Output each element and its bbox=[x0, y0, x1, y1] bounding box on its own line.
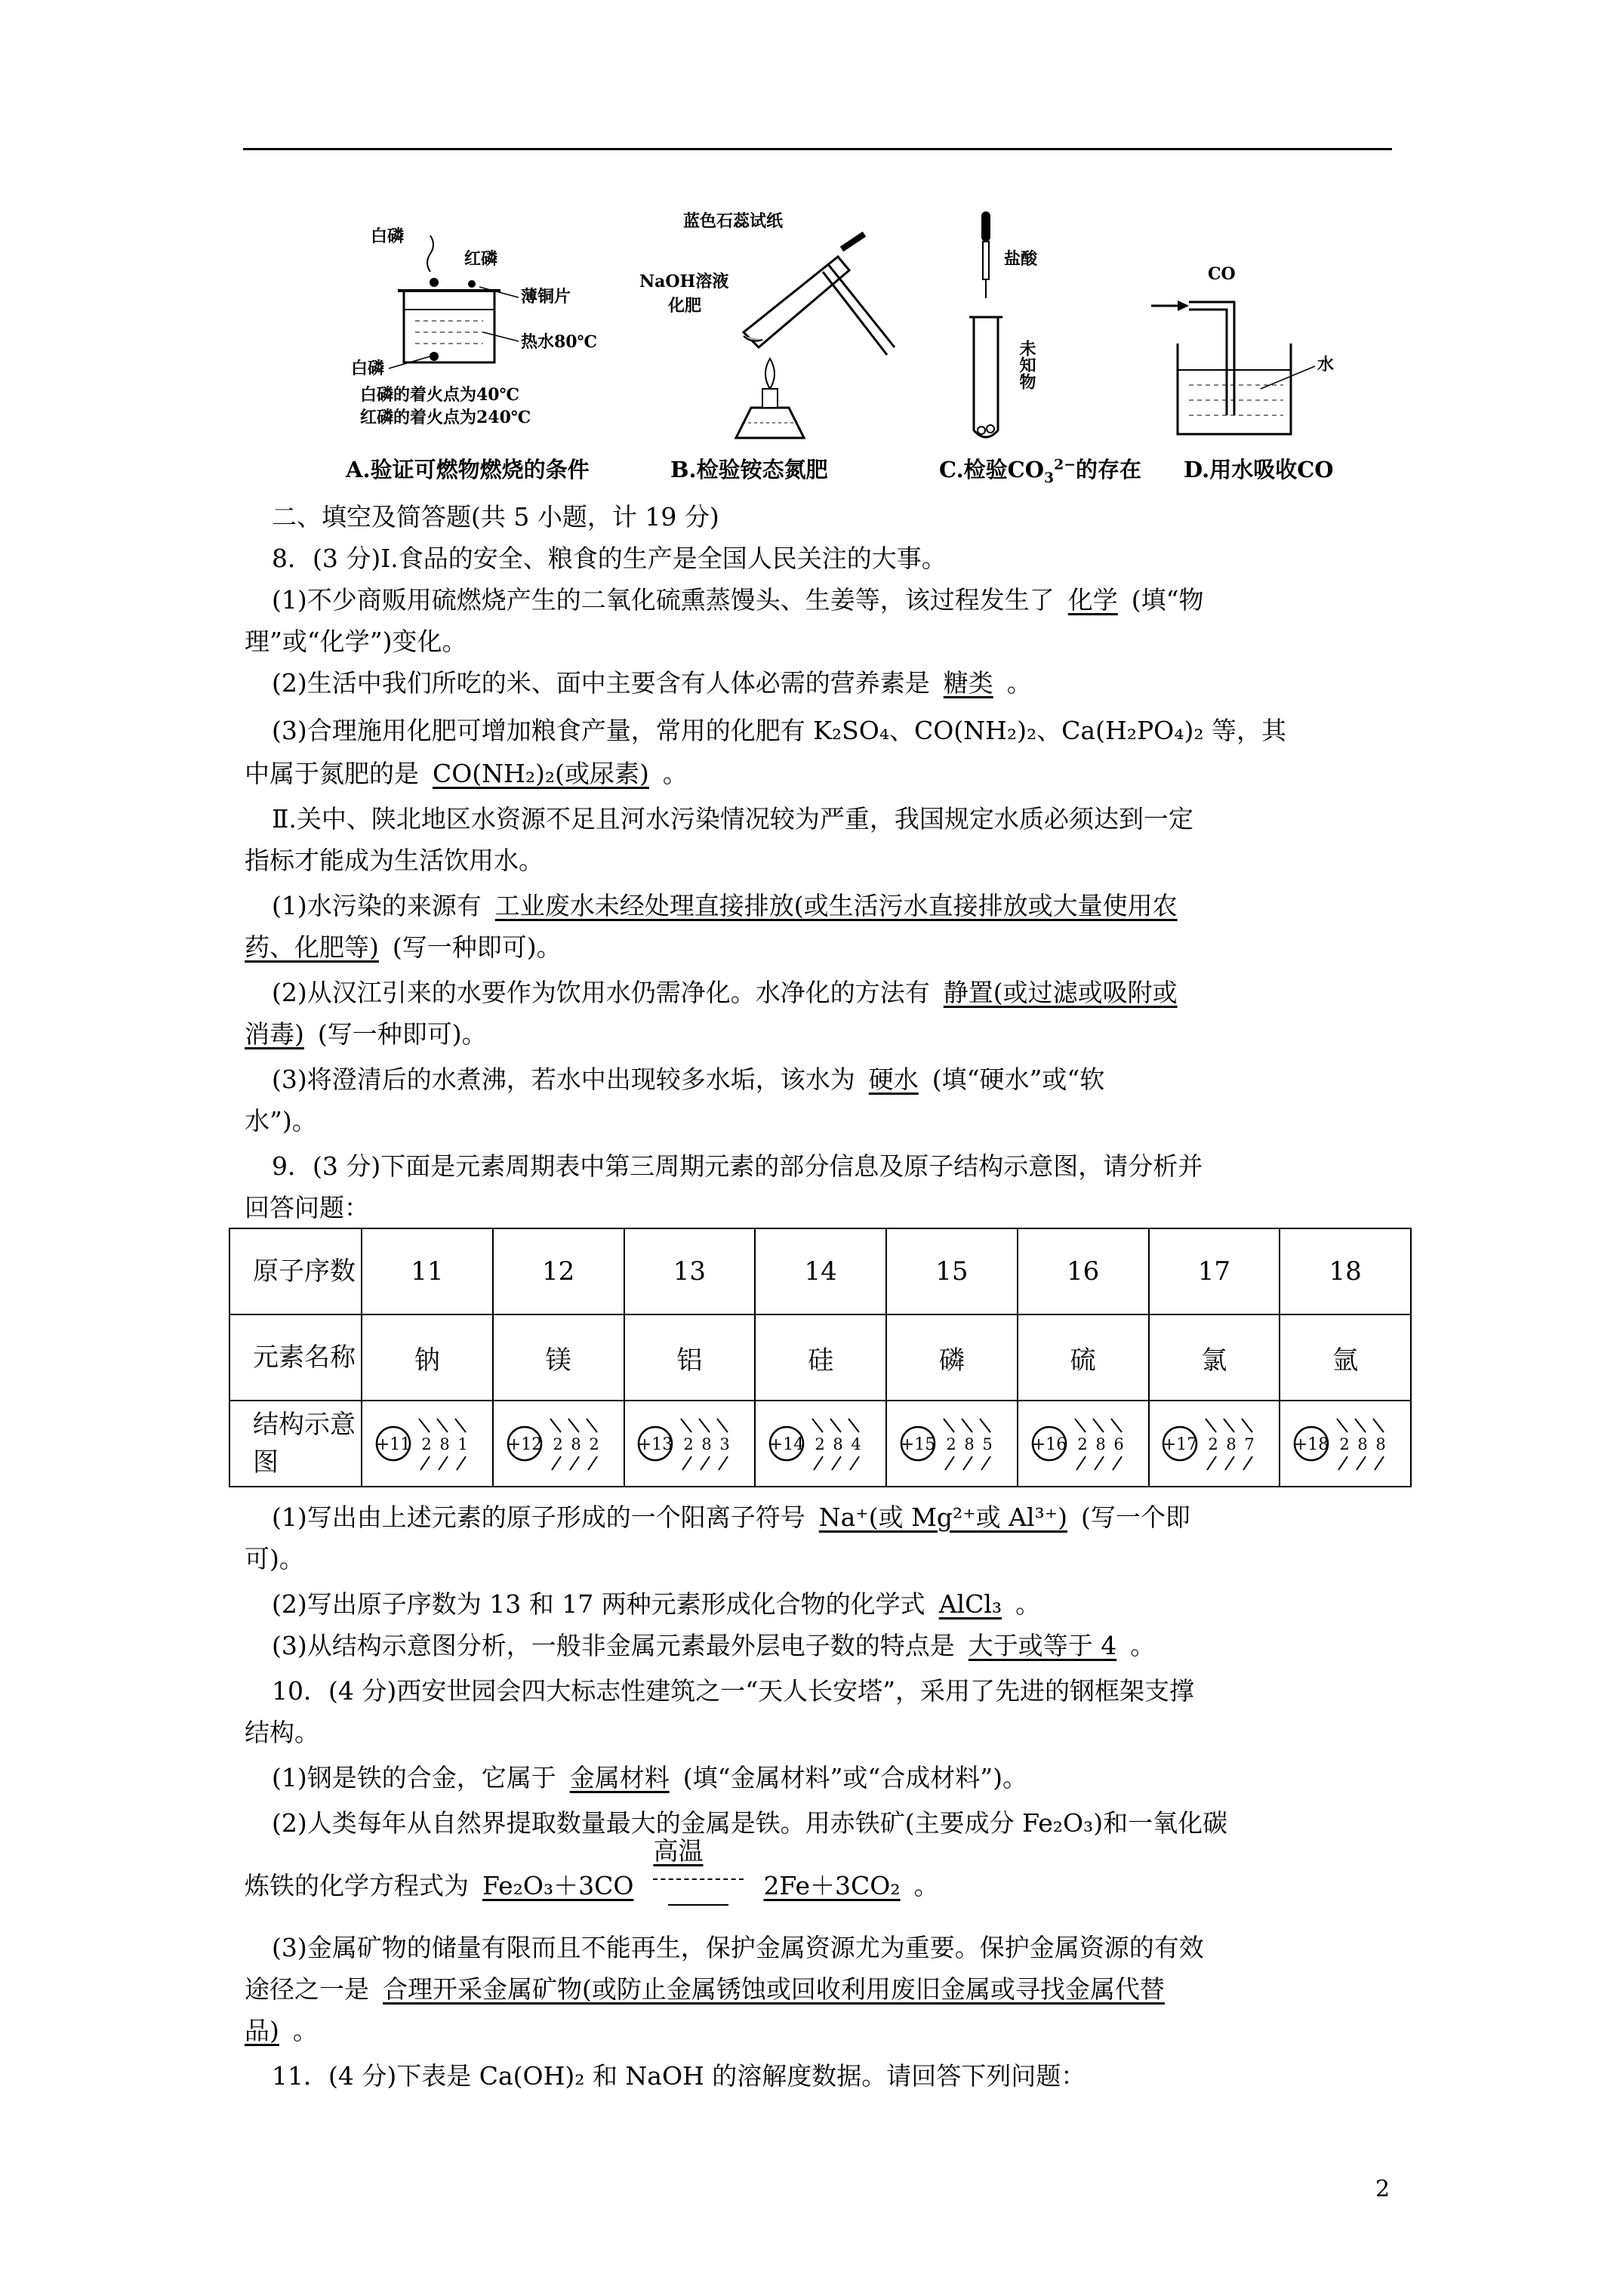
electron-shell-arc bbox=[699, 1419, 710, 1432]
shell-electron-count: 8 bbox=[964, 1435, 975, 1453]
atomic-number: 14 bbox=[755, 1228, 886, 1314]
q9-p2-text: (2)写出原子序数为 13 和 17 两种元素形成化合物的化学式 bbox=[272, 1589, 925, 1619]
fig-c-caption-pre: C.检验CO bbox=[939, 457, 1045, 482]
electron-shell-arc bbox=[1207, 1456, 1216, 1470]
electron-shell-arc bbox=[1093, 1419, 1104, 1432]
atom-structure-cell bbox=[493, 1401, 624, 1487]
shell-electron-count: 4 bbox=[851, 1435, 861, 1453]
q10-p2-text: 炼铁的化学方程式为 bbox=[245, 1871, 469, 1900]
element-name: 磷 bbox=[886, 1314, 1018, 1401]
q8-w1-tail: (写一种即可)。 bbox=[392, 932, 562, 962]
fig-a-note1: 白磷的着火点为40℃ bbox=[360, 385, 519, 405]
q8-w2-tail: (写一种即可)。 bbox=[317, 1019, 487, 1049]
shell-electron-count: 2 bbox=[946, 1435, 956, 1453]
q9-p3-answer: 大于或等于 4 bbox=[968, 1631, 1117, 1660]
q10-p2-cont bbox=[245, 1836, 939, 1910]
table-row-structure bbox=[229, 1401, 1411, 1487]
q10-head1: 10．(4 分)西安世园会四大标志性建筑之一“天人长安塔”，采用了先进的钢框架支撑 bbox=[272, 1676, 1194, 1706]
electron-shell-arc bbox=[588, 1456, 597, 1470]
shell-electron-count: 2 bbox=[815, 1435, 825, 1453]
electron-shell-arc bbox=[1242, 1419, 1252, 1432]
electron-shell-arc bbox=[717, 1419, 728, 1432]
fig-c-unknown: 未知物 bbox=[1017, 340, 1036, 390]
atom-structure-cell bbox=[1149, 1401, 1280, 1487]
q8-p2 bbox=[272, 668, 1032, 698]
electron-shell-arc bbox=[1243, 1456, 1252, 1470]
fig-c-caption-sub: 3 bbox=[1044, 469, 1055, 486]
atomic-number: 11 bbox=[362, 1228, 493, 1314]
atomic-number: 13 bbox=[624, 1228, 756, 1314]
electron-shell-arc bbox=[681, 1419, 691, 1432]
q10-head2: 结构。 bbox=[245, 1718, 319, 1747]
element-name: 硫 bbox=[1018, 1314, 1149, 1401]
atom-structure-cell bbox=[755, 1401, 886, 1487]
row-label-number: 原子序数 bbox=[229, 1228, 362, 1314]
shell-electron-count: 7 bbox=[1244, 1435, 1255, 1453]
shell-electron-count: 2 bbox=[421, 1435, 432, 1453]
electron-shell-arc bbox=[455, 1419, 466, 1432]
electron-shell-arc bbox=[1224, 1419, 1234, 1432]
fig-b-naoh: NaOH溶液 bbox=[639, 272, 729, 291]
electron-shell-arc bbox=[830, 1419, 841, 1432]
electron-shell-arc bbox=[1225, 1456, 1234, 1470]
q11-head: 11．(4 分)下表是 Ca(OH)₂ 和 NaOH 的溶解度数据。请回答下列问题： bbox=[272, 2061, 1086, 2091]
row-label-name: 元素名称 bbox=[229, 1314, 362, 1401]
q10-p2-answer-right: 2Fe＋3CO₂ bbox=[763, 1871, 901, 1900]
nucleus-charge: +11 bbox=[375, 1435, 411, 1454]
fig-a-hot-water: 热水80℃ bbox=[521, 332, 597, 352]
q8-ii-line2: 指标才能成为生活饮用水。 bbox=[245, 846, 544, 875]
electron-shell-arc bbox=[1113, 1456, 1122, 1470]
atom-structure-diagram bbox=[1289, 1410, 1402, 1478]
fig-a-note2: 红磷的着火点为240℃ bbox=[360, 408, 531, 427]
electron-shell-arc bbox=[1338, 1456, 1347, 1470]
electron-shell-arc bbox=[1373, 1419, 1384, 1432]
electron-shell-arc bbox=[457, 1456, 466, 1470]
reaction-condition-text: 高温 bbox=[653, 1836, 704, 1866]
electron-shell-arc bbox=[944, 1419, 954, 1432]
q8-w2-answer-1: 静置(或过滤或吸附或 bbox=[943, 978, 1178, 1007]
shell-electron-count: 2 bbox=[1339, 1435, 1350, 1453]
q9-head2: 回答问题： bbox=[245, 1193, 369, 1222]
q9-p3 bbox=[272, 1631, 1155, 1661]
q9-p2-answer: AlCl₃ bbox=[938, 1589, 1002, 1619]
figure-a-drawing bbox=[343, 219, 630, 445]
shell-electron-count: 8 bbox=[1095, 1435, 1106, 1453]
q8-w1 bbox=[272, 891, 1191, 921]
q10-p3-answer-1: 合理开采金属矿物(或防止金属锈蚀或回收利用废旧金属或寻找金属代替 bbox=[383, 1974, 1165, 2004]
shell-electron-count: 2 bbox=[588, 1435, 599, 1453]
electron-shell-arc bbox=[814, 1456, 823, 1470]
shell-electron-count: 8 bbox=[1375, 1435, 1386, 1453]
electron-shell-arc bbox=[568, 1419, 579, 1432]
shell-electron-count: 2 bbox=[552, 1435, 563, 1453]
shell-electron-count: 8 bbox=[1226, 1435, 1237, 1453]
shell-electron-count: 2 bbox=[1076, 1435, 1088, 1453]
q8-w1-answer-1: 工业废水未经处理直接排放(或生活污水直接排放或大量使用农 bbox=[494, 891, 1178, 920]
q8-w2-answer-2: 消毒) bbox=[245, 1019, 304, 1049]
shell-electron-count: 2 bbox=[1208, 1435, 1219, 1453]
q10-p1-text: (1)钢是铁的合金，它属于 bbox=[272, 1763, 556, 1792]
nucleus-charge: +13 bbox=[638, 1435, 673, 1454]
shell-electron-count: 8 bbox=[570, 1435, 581, 1453]
atom-structure-diagram bbox=[1157, 1410, 1270, 1478]
electron-shell-arc bbox=[850, 1456, 859, 1470]
electron-shell-arc bbox=[848, 1419, 859, 1432]
fig-a-red-p: 红磷 bbox=[464, 249, 498, 269]
figure-a-combustion bbox=[343, 219, 630, 445]
q8-p2-answer: 糖类 bbox=[943, 668, 993, 698]
electron-shell-arc bbox=[1206, 1419, 1216, 1432]
electron-shell-arc bbox=[1111, 1419, 1122, 1432]
atomic-number: 12 bbox=[493, 1228, 624, 1314]
q8-p1-answer: 化学 bbox=[1067, 585, 1118, 615]
q9-p1-text: (1)写出由上述元素的原子形成的一个阳离子符号 bbox=[272, 1502, 805, 1532]
fig-b-litmus: 蓝色石蕊试纸 bbox=[683, 211, 784, 231]
q8-p1-text: (1)不少商贩用硫燃烧产生的二氧化硫熏蒸馒头、生姜等，该过程发生了 bbox=[272, 585, 1055, 615]
figure-b-caption: B.检验铵态氮肥 bbox=[670, 457, 828, 482]
q10-p1 bbox=[272, 1763, 1027, 1793]
fig-b-fert: 化肥 bbox=[668, 296, 702, 316]
figure-a-caption: A.验证可燃物燃烧的条件 bbox=[346, 457, 590, 482]
table-row-name bbox=[229, 1314, 1411, 1401]
shell-electron-count: 2 bbox=[683, 1435, 694, 1453]
q8-w1-cont bbox=[245, 932, 562, 963]
fig-a-white-p-top: 白磷 bbox=[371, 227, 405, 246]
q8-p3: (3)合理施用化肥可增加粮食产量，常用的化肥有 K₂SO₄、CO(NH₂)₂、Ca(H₂PO₄)₂ 等，其 bbox=[272, 716, 1287, 745]
q9-p1-tail: (写一个即 bbox=[1081, 1502, 1190, 1532]
figure-d-drawing bbox=[1147, 257, 1344, 438]
electron-shell-arc bbox=[812, 1419, 823, 1432]
q8-w2-text: (2)从汉江引来的水要作为饮用水仍需净化。水净化的方法有 bbox=[272, 978, 930, 1007]
electron-shell-arc bbox=[962, 1419, 972, 1432]
q8-p3-tail: 。 bbox=[662, 759, 688, 788]
electron-shell-arc bbox=[439, 1456, 448, 1470]
atom-structure-cell bbox=[886, 1401, 1018, 1487]
q8-p1-tail: (填“物 bbox=[1131, 585, 1204, 615]
fig-c-hcl: 盐酸 bbox=[1004, 249, 1038, 269]
q10-p2-answer-left: Fe₂O₃＋3CO bbox=[482, 1871, 634, 1900]
q10-p1-tail: (填“金属材料”或“合成材料”)。 bbox=[682, 1763, 1027, 1792]
atom-structure-diagram bbox=[633, 1410, 746, 1478]
q8-w3-answer: 硬水 bbox=[868, 1065, 919, 1094]
electron-shell-arc bbox=[1375, 1456, 1384, 1470]
atom-structure-cell bbox=[362, 1401, 493, 1487]
q9-p2-tail: 。 bbox=[1015, 1589, 1041, 1619]
atom-structure-diagram bbox=[895, 1410, 1009, 1478]
electron-shell-arc bbox=[437, 1419, 448, 1432]
electron-shell-arc bbox=[1095, 1456, 1104, 1470]
q8-w1-text: (1)水污染的来源有 bbox=[272, 891, 482, 920]
electron-shell-arc bbox=[420, 1456, 430, 1470]
figure-c-caption bbox=[939, 453, 1141, 484]
atom-structure-cell bbox=[1280, 1401, 1411, 1487]
element-name: 氯 bbox=[1149, 1314, 1280, 1401]
fig-a-white-p-bottom: 白磷 bbox=[351, 359, 385, 378]
q8-w3-cont: 水”)。 bbox=[245, 1106, 317, 1136]
q8-p2-tail: 。 bbox=[1006, 668, 1032, 698]
q8-w2-cont bbox=[245, 1019, 487, 1049]
shell-electron-count: 8 bbox=[1357, 1435, 1368, 1453]
q9-p1-answer: Na⁺(或 Mg²⁺或 Al³⁺) bbox=[818, 1502, 1068, 1532]
fig-d-water: 水 bbox=[1317, 355, 1335, 374]
electron-shell-arc bbox=[1337, 1419, 1347, 1432]
electron-shell-arc bbox=[587, 1419, 597, 1432]
electron-shell-arc bbox=[719, 1456, 728, 1470]
q8-p1 bbox=[272, 585, 1204, 615]
q10-p3-text: 途径之一是 bbox=[245, 1974, 369, 2004]
element-name: 钠 bbox=[362, 1314, 493, 1401]
q9-head1: 9．(3 分)下面是元素周期表中第三周期元素的部分信息及原子结构示意图，请分析并 bbox=[272, 1151, 1203, 1181]
reaction-condition bbox=[638, 1836, 759, 1910]
electron-shell-arc bbox=[980, 1419, 990, 1432]
q10-p1-answer: 金属材料 bbox=[569, 1763, 670, 1792]
electron-shell-arc bbox=[1355, 1419, 1366, 1432]
q9-p3-tail: 。 bbox=[1130, 1631, 1156, 1660]
fig-d-co: CO bbox=[1208, 264, 1236, 284]
shell-electron-count: 3 bbox=[719, 1435, 731, 1453]
q8-ii-line1: Ⅱ.关中、陕北地区水资源不足且河水污染情况较为严重，我国规定水质必须达到一定 bbox=[272, 804, 1193, 834]
fig-a-copper: 薄铜片 bbox=[521, 287, 571, 307]
element-name: 镁 bbox=[493, 1314, 624, 1401]
q10-p2: (2)人类每年从自然界提取数量最大的金属是铁。用赤铁矿(主要成分 Fe₂O₃)和一氧化碳 bbox=[272, 1808, 1228, 1838]
fig-c-caption-post: 的存在 bbox=[1076, 457, 1142, 482]
q10-p3-answer-2: 品) bbox=[245, 2016, 279, 2045]
shell-electron-count: 5 bbox=[982, 1435, 993, 1453]
q8-p2-text: (2)生活中我们所吃的米、面中主要含有人体必需的营养素是 bbox=[272, 668, 930, 698]
figure-d-caption: D.用水吸收CO bbox=[1184, 457, 1334, 482]
figure-c-drawing bbox=[959, 204, 1079, 445]
element-table bbox=[229, 1228, 1412, 1487]
shell-electron-count: 8 bbox=[701, 1435, 713, 1453]
figure-b-drawing bbox=[638, 204, 940, 445]
fig-c-caption-sup: 2− bbox=[1054, 456, 1076, 473]
electron-shell-arc bbox=[682, 1456, 691, 1470]
q10-p3-cont bbox=[245, 1974, 1178, 2005]
row-label-structure: 结构示意图 bbox=[229, 1401, 362, 1487]
atomic-number: 16 bbox=[1018, 1228, 1149, 1314]
page-number: 2 bbox=[1375, 2176, 1390, 2202]
q8-p3-answer: CO(NH₂)₂(或尿素) bbox=[433, 759, 649, 788]
electron-shell-arc bbox=[981, 1456, 990, 1470]
element-name: 铝 bbox=[624, 1314, 756, 1401]
q9-p3-text: (3)从结构示意图分析，一般非金属元素最外层电子数的特点是 bbox=[272, 1631, 955, 1660]
top-rule bbox=[243, 148, 1392, 150]
atom-structure-cell bbox=[624, 1401, 756, 1487]
shell-electron-count: 6 bbox=[1113, 1435, 1124, 1453]
nucleus-charge: +12 bbox=[507, 1435, 542, 1454]
element-name: 硅 bbox=[755, 1314, 886, 1401]
electron-shell-arc bbox=[570, 1456, 579, 1470]
shell-electron-count: 1 bbox=[457, 1435, 468, 1453]
nucleus-charge: +16 bbox=[1031, 1435, 1067, 1454]
figure-d-co-water bbox=[1147, 257, 1344, 438]
electron-shell-arc bbox=[550, 1419, 561, 1432]
figure-c-carbonate bbox=[959, 204, 1079, 445]
q8-w2 bbox=[272, 978, 1191, 1008]
q10-p3: (3)金属矿物的储量有限而且不能再生，保护金属资源尤为重要。保护金属资源的有效 bbox=[272, 1933, 1204, 1962]
q8-p3-text: 中属于氮肥的是 bbox=[245, 759, 419, 788]
nucleus-charge: +14 bbox=[768, 1435, 805, 1454]
element-name: 氩 bbox=[1280, 1314, 1411, 1401]
electron-shell-arc bbox=[945, 1456, 954, 1470]
q10-p3-tail: 。 bbox=[292, 2016, 318, 2045]
atom-structure-diagram bbox=[371, 1410, 484, 1478]
nucleus-charge: +17 bbox=[1163, 1435, 1198, 1454]
q8-head: 8．(3 分)Ⅰ.食品的安全、粮食的生产是全国人民关注的大事。 bbox=[272, 544, 947, 573]
atomic-number: 15 bbox=[886, 1228, 1018, 1314]
shell-electron-count: 8 bbox=[833, 1435, 843, 1453]
q8-w1-answer-2: 药、化肥等) bbox=[245, 932, 379, 962]
q8-w3-text: (3)将澄清后的水煮沸，若水中出现较多水垢，该水为 bbox=[272, 1065, 855, 1094]
q8-p3-cont bbox=[245, 759, 688, 789]
atomic-number: 18 bbox=[1280, 1228, 1411, 1314]
electron-shell-arc bbox=[419, 1419, 430, 1432]
q9-p2 bbox=[272, 1589, 1040, 1620]
q8-w3-tail: (填“硬水”或“软 bbox=[932, 1065, 1105, 1094]
atom-structure-diagram bbox=[502, 1410, 615, 1478]
table-row-number bbox=[229, 1228, 1411, 1314]
electron-shell-arc bbox=[963, 1456, 972, 1470]
atom-structure-diagram bbox=[764, 1410, 877, 1478]
atomic-number: 17 bbox=[1149, 1228, 1280, 1314]
electron-shell-arc bbox=[1076, 1456, 1086, 1470]
section-title: 二、填空及简答题(共 5 小题，计 19 分) bbox=[272, 502, 719, 532]
electron-shell-arc bbox=[832, 1456, 841, 1470]
electron-shell-arc bbox=[1357, 1456, 1366, 1470]
q10-p2-tail: 。 bbox=[913, 1871, 939, 1900]
electron-shell-arc bbox=[552, 1456, 561, 1470]
nucleus-charge: +15 bbox=[900, 1435, 936, 1454]
q8-p1-cont: 理”或“化学”)变化。 bbox=[245, 627, 467, 656]
electron-shell-arc bbox=[701, 1456, 710, 1470]
atom-structure-cell bbox=[1018, 1401, 1149, 1487]
shell-electron-count: 8 bbox=[439, 1435, 450, 1453]
atom-structure-diagram bbox=[1027, 1410, 1140, 1478]
q10-p3-cont2 bbox=[245, 2016, 318, 2046]
q9-p1-cont: 可)。 bbox=[245, 1544, 304, 1573]
electron-shell-arc bbox=[1075, 1419, 1086, 1432]
nucleus-charge: +18 bbox=[1293, 1435, 1329, 1454]
q8-w3 bbox=[272, 1065, 1104, 1095]
q9-p1 bbox=[272, 1502, 1190, 1533]
figure-b-ammonium bbox=[638, 204, 940, 445]
